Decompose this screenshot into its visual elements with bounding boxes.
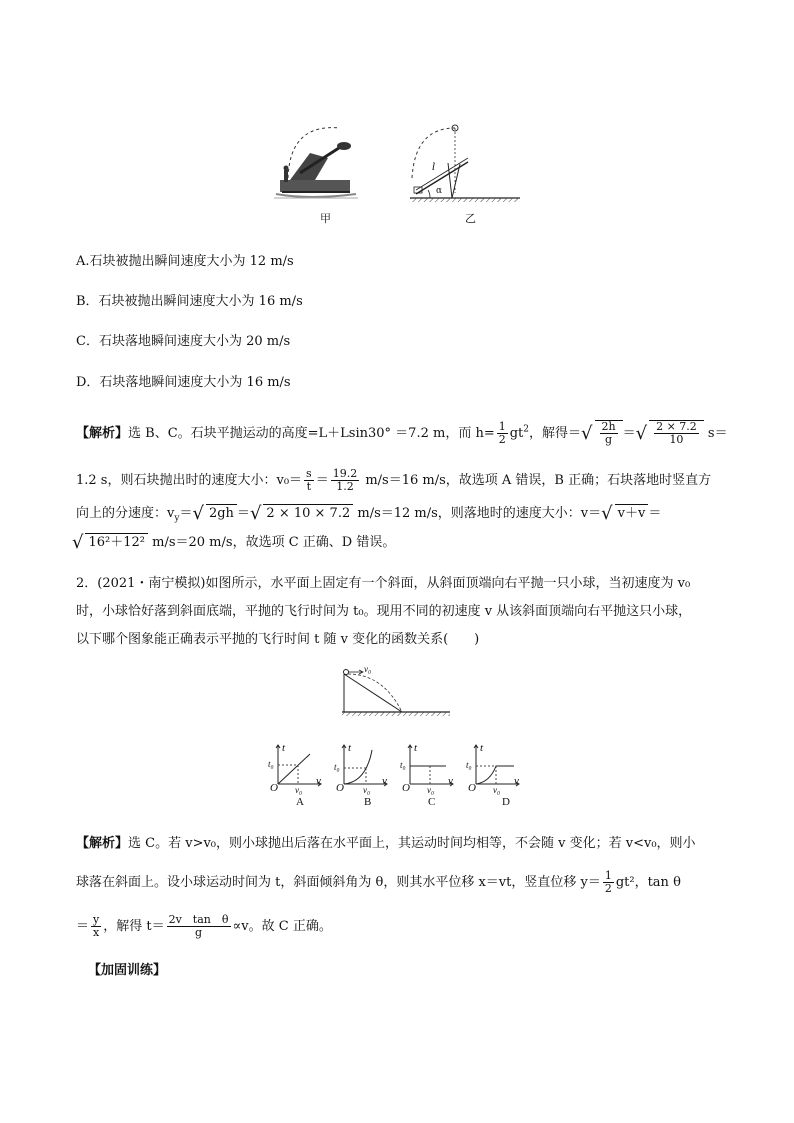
figure-label-yi: 乙 <box>465 212 476 225</box>
fraction: $\frac{1}{2}$ <box>498 420 506 446</box>
graphs-svg <box>268 742 528 808</box>
graph-c-v0: v₀ <box>427 785 435 795</box>
slope-v0-label: v₀ <box>364 664 372 674</box>
analysis1-text: 选 B、C。石块平抛运动的高度=L＋Lsin30° ＝7.2 m，而 h= <box>128 426 495 441</box>
option-a: A.石块被抛出瞬间速度大小为 12 m/s <box>76 254 294 269</box>
graph-d-t: t <box>480 742 484 754</box>
fraction: $\frac{\text{2v tan θ}}{g}$ <box>168 913 229 939</box>
sqrt-expression: $\frac{2h}{g}$ <box>595 420 623 446</box>
analysis2-line1: 【解析】选 C。若 v>v₀，则小球抛出后落在水平面上，其运动时间均相等，不会随 v 变化；若 v<v₀，则小 <box>76 836 696 851</box>
option-c: C．石块落地瞬间速度大小为 20 m/s <box>76 334 291 349</box>
graph-a-letter: A <box>296 796 304 808</box>
graph-c-v: v <box>448 775 453 787</box>
graph-d-v0: v₀ <box>493 785 501 795</box>
graph-a-t: t <box>282 742 286 754</box>
fraction: $\frac{y}{x}$ <box>93 913 100 939</box>
slope-figure <box>338 662 458 722</box>
graph-c-t: t <box>414 742 418 754</box>
catapult-diagram <box>270 118 530 228</box>
graph-c-origin: O <box>402 782 410 794</box>
question2-line2: 时，小球恰好落到斜面底端，平抛的飞行时间为 t₀。现用不同的初速度 v 从该斜面顶端向右平抛这只小球， <box>76 604 692 619</box>
incline-angle-label: α <box>436 186 443 196</box>
graph-b-letter: B <box>364 796 372 808</box>
analysis-tag: 【解析】 <box>76 426 129 441</box>
figure-label-jia: 甲 <box>320 212 331 225</box>
fraction: $\frac{s}{t}$ <box>306 467 312 493</box>
fraction: $\frac{19.2}{1.2}$ <box>332 467 358 493</box>
analysis1-text: ，解得＝ <box>529 426 582 441</box>
graph-b-origin: O <box>336 782 344 794</box>
analysis1-line4: √ 16²＋12² m/s＝20 m/s，故选项 C 正确、D 错误。 <box>72 532 396 553</box>
graph-c-letter: C <box>428 796 436 808</box>
graph-options <box>268 742 528 808</box>
sqrt-expression: $\frac{2 \times 7.2}{10}$ <box>649 420 704 446</box>
option-b: B．石块被抛出瞬间速度大小为 16 m/s <box>76 294 303 309</box>
graph-d-letter: D <box>502 796 510 808</box>
analysis2-line3: ＝ $\frac{y}{x}$ ，解得 t＝ $\frac{\text{2v tan θ}}{g}$ ∝v。故 C 正确。 <box>76 913 332 939</box>
fraction: $\frac{1}{2}$ <box>604 869 612 895</box>
analysis1-text: gt <box>509 426 524 441</box>
slope-diagram <box>338 662 458 722</box>
graph-b-v: v <box>382 775 387 787</box>
analysis1-line3: 向上的分速度：$v_y=√$ 2gh ＝√ 2 × 10 × 7.2 m/s＝12 m/s，则落地时的速度大小：v＝√ v＋v ＝ <box>76 503 662 524</box>
graph-c-t0: t₀ <box>400 760 406 770</box>
analysis1-line1: 【解析】选 B、C。石块平抛运动的高度=L＋Lsin30° ＝7.2 m，而 h= $\frac{1}{2}$ $gt^2$，解得＝√ $\frac{2h}{g}$ ＝√ $\frac{2 \times 7.2}{10}$ s＝ <box>76 420 728 446</box>
graph-d-v: v <box>514 775 519 787</box>
graph-a-origin: O <box>270 782 278 794</box>
incline-length-label: l <box>432 162 436 173</box>
option-d: D．石块落地瞬间速度大小为 16 m/s <box>76 375 291 390</box>
graph-b-v0: v₀ <box>363 785 371 795</box>
graph-a-t0: t₀ <box>268 759 274 769</box>
question2-line3: 以下哪个图象能正确表示平抛的飞行时间 t 随 v 变化的函数关系( ) <box>76 632 480 647</box>
analysis-tag: 【解析】 <box>76 836 129 851</box>
graph-b-t0: t₀ <box>334 762 340 772</box>
graph-a-v0: v₀ <box>295 785 303 795</box>
graph-d-origin: O <box>468 782 476 794</box>
graph-b-t: t <box>348 742 352 754</box>
reinforce-heading: 【加固训练】 <box>88 963 167 978</box>
question2-line1: 2．(2021・南宁模拟)如图所示，水平面上固定有一个斜面，从斜面顶端向右平抛一只小球，当初速度为 v₀ <box>76 576 691 591</box>
graph-a-v: v <box>316 775 321 787</box>
analysis2-line2: 球落在斜面上。设小球运动时间为 t，斜面倾斜角为 θ，则其水平位移 x＝vt，竖直位移 y＝ $\frac{1}{2}$ gt²，tan θ <box>76 869 681 895</box>
graph-d-t0: t₀ <box>466 760 472 770</box>
catapult-figure <box>270 118 530 228</box>
analysis1-line2: 1.2 s，则石块抛出时的速度大小：v₀＝ $\frac{s}{t}$ ＝ $\frac{19.2}{1.2}$ m/s＝16 m/s，故选项 A 错误，B 正确；石块落地时竖直方 <box>76 467 712 493</box>
